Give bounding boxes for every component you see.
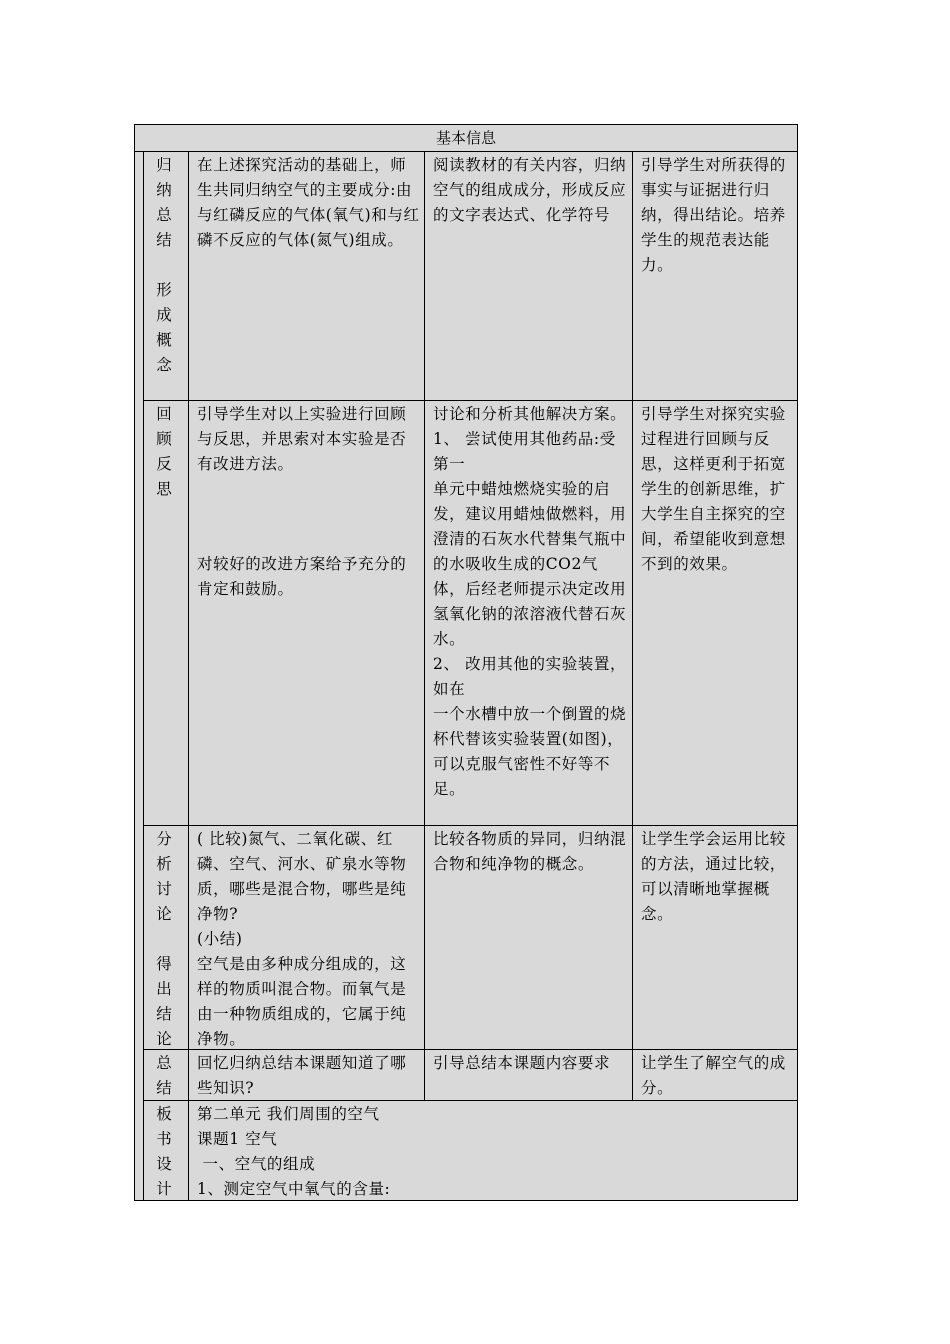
design-intent-cell: 引导学生对所获得的事实与证据进行归纳，得出结论。培养学生的规范表达能力。: [641, 156, 786, 274]
column-divider: [632, 151, 633, 1101]
student-activity-cell: 比较各物质的异同，归纳混合物和纯净物的概念。: [433, 830, 627, 873]
row-label-discussion: 分 析 讨 论 得 出 结 论: [156, 830, 172, 1048]
table-header: 基本信息: [135, 125, 797, 152]
board-design-content: 第二单元 我们周围的空气 课题1 空气 一、空气的组成 1、测定空气中氧气的含量:: [197, 1105, 391, 1198]
row-label-board-design: 板 书 设 计: [156, 1105, 172, 1198]
teacher-activity-cell: 在上述探究活动的基础上，师生共同归纳空气的主要成分:由与红磷反应的气体(氧气)和与红磷不反应的气体(氮气)组成。: [197, 156, 420, 249]
column-divider: [188, 151, 189, 1200]
lesson-plan-table: [134, 124, 798, 1201]
student-activity-cell: 讨论和分析其他解决方案。 1、 尝试使用其他药品:受第一 单元中蜡烛燃烧实验的启发，建议用蜡烛做燃料，用澄清的石灰水代替集气瓶中的水吸收生成的CO2气体，后经老师提示决定改用氢氧化钠的浓溶液代替石灰水。 2、 改用其他的实验装置，如在 一个水槽中放一个倒置的烧杯代替该实验装置(如图)，可以克服气密性不好等不足。: [433, 405, 627, 798]
design-intent-cell: 让学生学会运用比较的方法，通过比较，可以清晰地掌握概念。: [641, 830, 786, 923]
design-intent-cell: 引导学生对探究实验过程进行回顾与反思，这样更利于拓宽学生的创新思维，扩大学生自主探究的空间，希望能收到意想不到的效果。: [641, 405, 786, 573]
student-activity-cell: 阅读教材的有关内容，归纳空气的组成成分，形成反应的文字表达式、化学符号: [433, 156, 627, 224]
student-activity-cell: 引导总结本课题内容要求: [433, 1054, 611, 1072]
row-label-summary-concept: 归 纳 总 结 形 成 概 念: [156, 156, 172, 374]
design-intent-cell: 让学生了解空气的成分。: [641, 1054, 786, 1097]
row-label-summary: 总 结: [156, 1054, 172, 1097]
teacher-activity-cell: ( 比较)氮气、二氧化碳、红磷、空气、河水、矿泉水等物质，哪些是混合物，哪些是纯净物? (小结) 空气是由多种成分组成的，这样的物质叫混合物。而氧气是由一种物质组成的，它属于纯净物。: [197, 830, 407, 1048]
column-divider: [424, 151, 425, 1101]
row-divider: [144, 825, 797, 826]
row-divider: [144, 400, 797, 401]
teacher-activity-cell: 引导学生对以上实验进行回顾与反思，并思索对本实验是否有改进方法。 对较好的改进方案给予充分的肯定和鼓励。: [197, 405, 407, 598]
row-label-review: 回 顾 反 思: [156, 405, 172, 498]
teacher-activity-cell: 回忆归纳总结本课题知道了哪些知识?: [197, 1054, 407, 1097]
left-margin-strip: [135, 151, 144, 1200]
